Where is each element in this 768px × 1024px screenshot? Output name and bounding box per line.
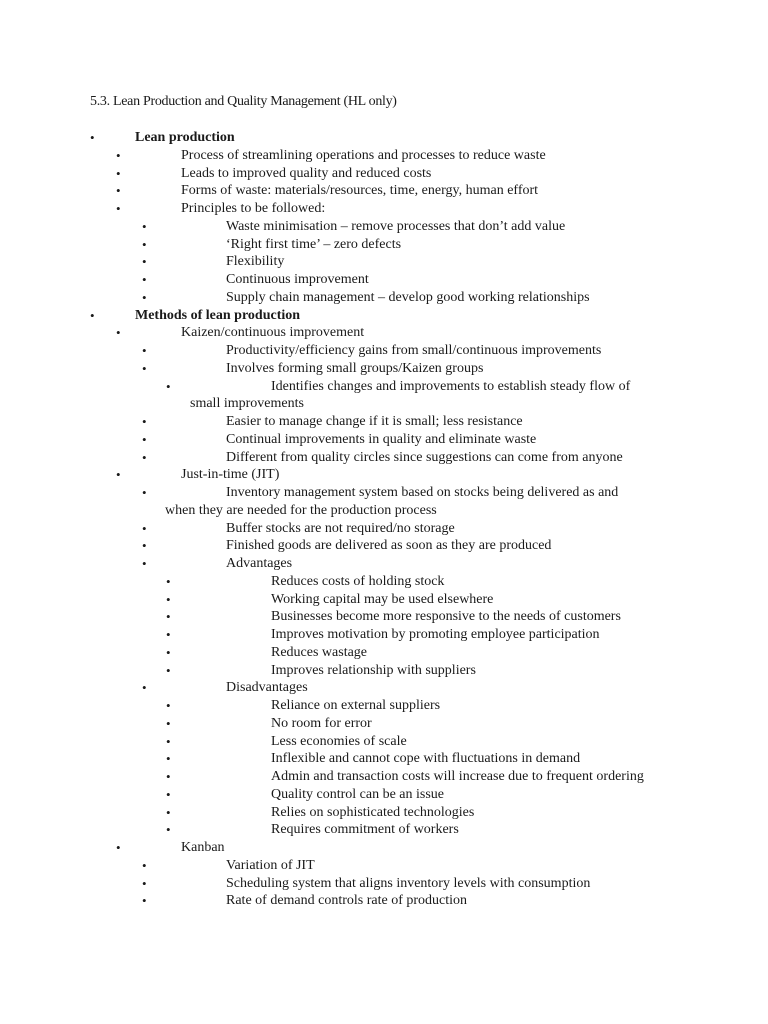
bullet-icon: • [166, 662, 171, 678]
list-item [0, 271, 768, 289]
bullet-icon: • [142, 893, 147, 909]
list-item [0, 857, 768, 875]
list-item [0, 679, 768, 697]
bullet-icon: • [166, 715, 171, 731]
list-item [0, 733, 768, 751]
bullet-icon: • [166, 822, 171, 838]
list-item-text: when they are needed for the production process [165, 502, 437, 518]
list-item-text: Lean production [135, 130, 235, 145]
list-item-text: Leads to improved quality and reduced costs [181, 165, 432, 181]
bullet-icon: • [90, 130, 95, 145]
list-item-text: Working capital may be used elsewhere [271, 591, 494, 607]
bullet-icon: • [166, 644, 171, 660]
bullet-icon: • [116, 147, 121, 163]
list-item-text: Supply chain management – develop good working relationships [226, 289, 590, 305]
list-item [0, 555, 768, 573]
bullet-icon: • [142, 520, 147, 536]
bullet-icon: • [166, 769, 171, 784]
list-item [0, 875, 768, 893]
bullet-icon: • [142, 431, 147, 447]
list-item-text: small improvements [190, 396, 304, 412]
list-item [0, 236, 768, 254]
list-item-text: Reduces wastage [271, 644, 368, 660]
list-item [0, 253, 768, 271]
bullet-icon: • [142, 485, 147, 500]
list-item [0, 182, 768, 200]
list-item [0, 165, 768, 183]
list-item [0, 360, 768, 378]
bullet-icon: • [142, 414, 147, 429]
bullet-icon: • [142, 360, 147, 376]
bullet-icon: • [142, 538, 147, 554]
bullet-icon: • [116, 183, 121, 199]
list-item [0, 573, 768, 591]
list-item-text: Improves motivation by promoting employee participation [271, 627, 600, 642]
bullet-icon: • [142, 857, 147, 873]
list-item-text: Buffer stocks are not required/no storage [226, 520, 455, 536]
list-item-text: Continual improvements in quality and eliminate waste [226, 431, 537, 447]
list-item [0, 502, 768, 520]
list-item [0, 129, 768, 147]
list-item-text: Forms of waste: materials/resources, time, energy, human effort [181, 183, 539, 199]
bullet-icon: • [142, 289, 147, 305]
bullet-icon: • [166, 609, 171, 625]
page-title: 5.3. Lean Production and Quality Management (HL only) [90, 94, 397, 109]
bullet-icon: • [166, 733, 171, 749]
list-item [0, 715, 768, 733]
bullet-icon: • [142, 556, 147, 571]
list-item [0, 644, 768, 662]
bullet-icon: • [116, 467, 121, 483]
list-item [0, 395, 768, 413]
list-item-text: Process of streamlining operations and processes to reduce waste [181, 147, 546, 163]
bullet-icon: • [116, 325, 121, 341]
list-item [0, 200, 768, 218]
list-item-text: Waste minimisation – remove processes that don’t add value [226, 218, 566, 234]
bullet-icon: • [116, 165, 121, 181]
list-item-text: Relies on sophisticated technologies [271, 804, 475, 820]
list-item [0, 289, 768, 307]
list-item-text: Kaizen/continuous improvement [181, 325, 365, 341]
list-item [0, 626, 768, 644]
list-item [0, 804, 768, 822]
list-item-text: Inflexible and cannot cope with fluctuations in demand [271, 751, 581, 767]
bullet-icon: • [116, 201, 121, 216]
list-item [0, 608, 768, 626]
list-item [0, 591, 768, 609]
bullet-icon: • [142, 680, 147, 696]
list-item [0, 786, 768, 804]
list-item [0, 520, 768, 538]
list-item-text: Variation of JIT [226, 857, 315, 873]
list-item-text: Businesses become more responsive to the needs of customers [271, 609, 621, 625]
list-item [0, 750, 768, 768]
list-item-text: Methods of lean production [135, 307, 301, 323]
list-item-text: Disadvantages [226, 680, 308, 696]
list-item [0, 324, 768, 342]
list-item-text: Reliance on external suppliers [271, 698, 441, 713]
list-item [0, 484, 768, 502]
list-item-text: Less economies of scale [271, 733, 407, 749]
list-item-text: No room for error [271, 715, 372, 731]
bullet-icon: • [166, 591, 171, 607]
bullet-icon: • [166, 786, 171, 802]
list-item [0, 662, 768, 680]
list-item [0, 892, 768, 910]
list-item [0, 466, 768, 484]
list-item-text: Scheduling system that aligns inventory levels with consumption [226, 875, 591, 891]
list-item-text: Productivity/efficiency gains from small/continuous improvements [226, 343, 602, 358]
bullet-icon: • [142, 272, 147, 287]
bullet-icon: • [166, 627, 171, 642]
bullet-icon: • [166, 804, 171, 820]
bullet-icon: • [166, 698, 171, 713]
list-item [0, 537, 768, 555]
list-item [0, 431, 768, 449]
bullet-icon: • [142, 254, 147, 270]
bullet-icon: • [142, 449, 147, 465]
list-item-text: Admin and transaction costs will increase due to frequent ordering [271, 769, 644, 784]
list-item-text: Kanban [181, 840, 225, 855]
bullet-icon: • [142, 218, 147, 234]
list-item-text: Different from quality circles since suggestions can come from anyone [226, 449, 623, 465]
list-item-text: Advantages [226, 556, 293, 571]
list-item-text: Finished goods are delivered as soon as they are produced [226, 538, 552, 554]
list-item-text: Reduces costs of holding stock [271, 573, 445, 589]
bullet-icon: • [166, 378, 171, 394]
list-item-text: Inventory management system based on stocks being delivered as and [226, 485, 619, 500]
list-item-text: Rate of demand controls rate of production [226, 893, 468, 909]
list-item-text: Improves relationship with suppliers [271, 662, 476, 678]
list-item [0, 821, 768, 839]
list-item-text: Just-in-time (JIT) [181, 467, 280, 483]
list-item [0, 839, 768, 857]
bullet-icon: • [166, 751, 171, 767]
list-item-text: Requires commitment of workers [271, 822, 459, 838]
list-item-text: Principles to be followed: [181, 201, 326, 216]
list-item [0, 413, 768, 431]
list-item [0, 378, 768, 396]
list-item [0, 449, 768, 467]
list-item [0, 697, 768, 715]
bullet-icon: • [166, 573, 171, 589]
bullet-icon: • [116, 840, 121, 855]
list-item [0, 342, 768, 360]
list-item-text: ‘Right first time’ – zero defects [226, 236, 402, 252]
list-item-text: Quality control can be an issue [271, 786, 445, 802]
list-item-text: Continuous improvement [226, 272, 369, 287]
list-item-text: Easier to manage change if it is small; less resistance [226, 414, 523, 429]
bullet-icon: • [90, 307, 95, 323]
bullet-icon: • [142, 343, 147, 358]
list-item [0, 768, 768, 786]
list-item [0, 307, 768, 325]
list-item [0, 218, 768, 236]
list-item [0, 147, 768, 165]
list-item-text: Identifies changes and improvements to establish steady flow of [271, 378, 631, 394]
bullet-icon: • [142, 875, 147, 891]
list-item-text: Involves forming small groups/Kaizen groups [226, 360, 484, 376]
bullet-icon: • [142, 236, 147, 252]
list-item-text: Flexibility [226, 254, 285, 270]
